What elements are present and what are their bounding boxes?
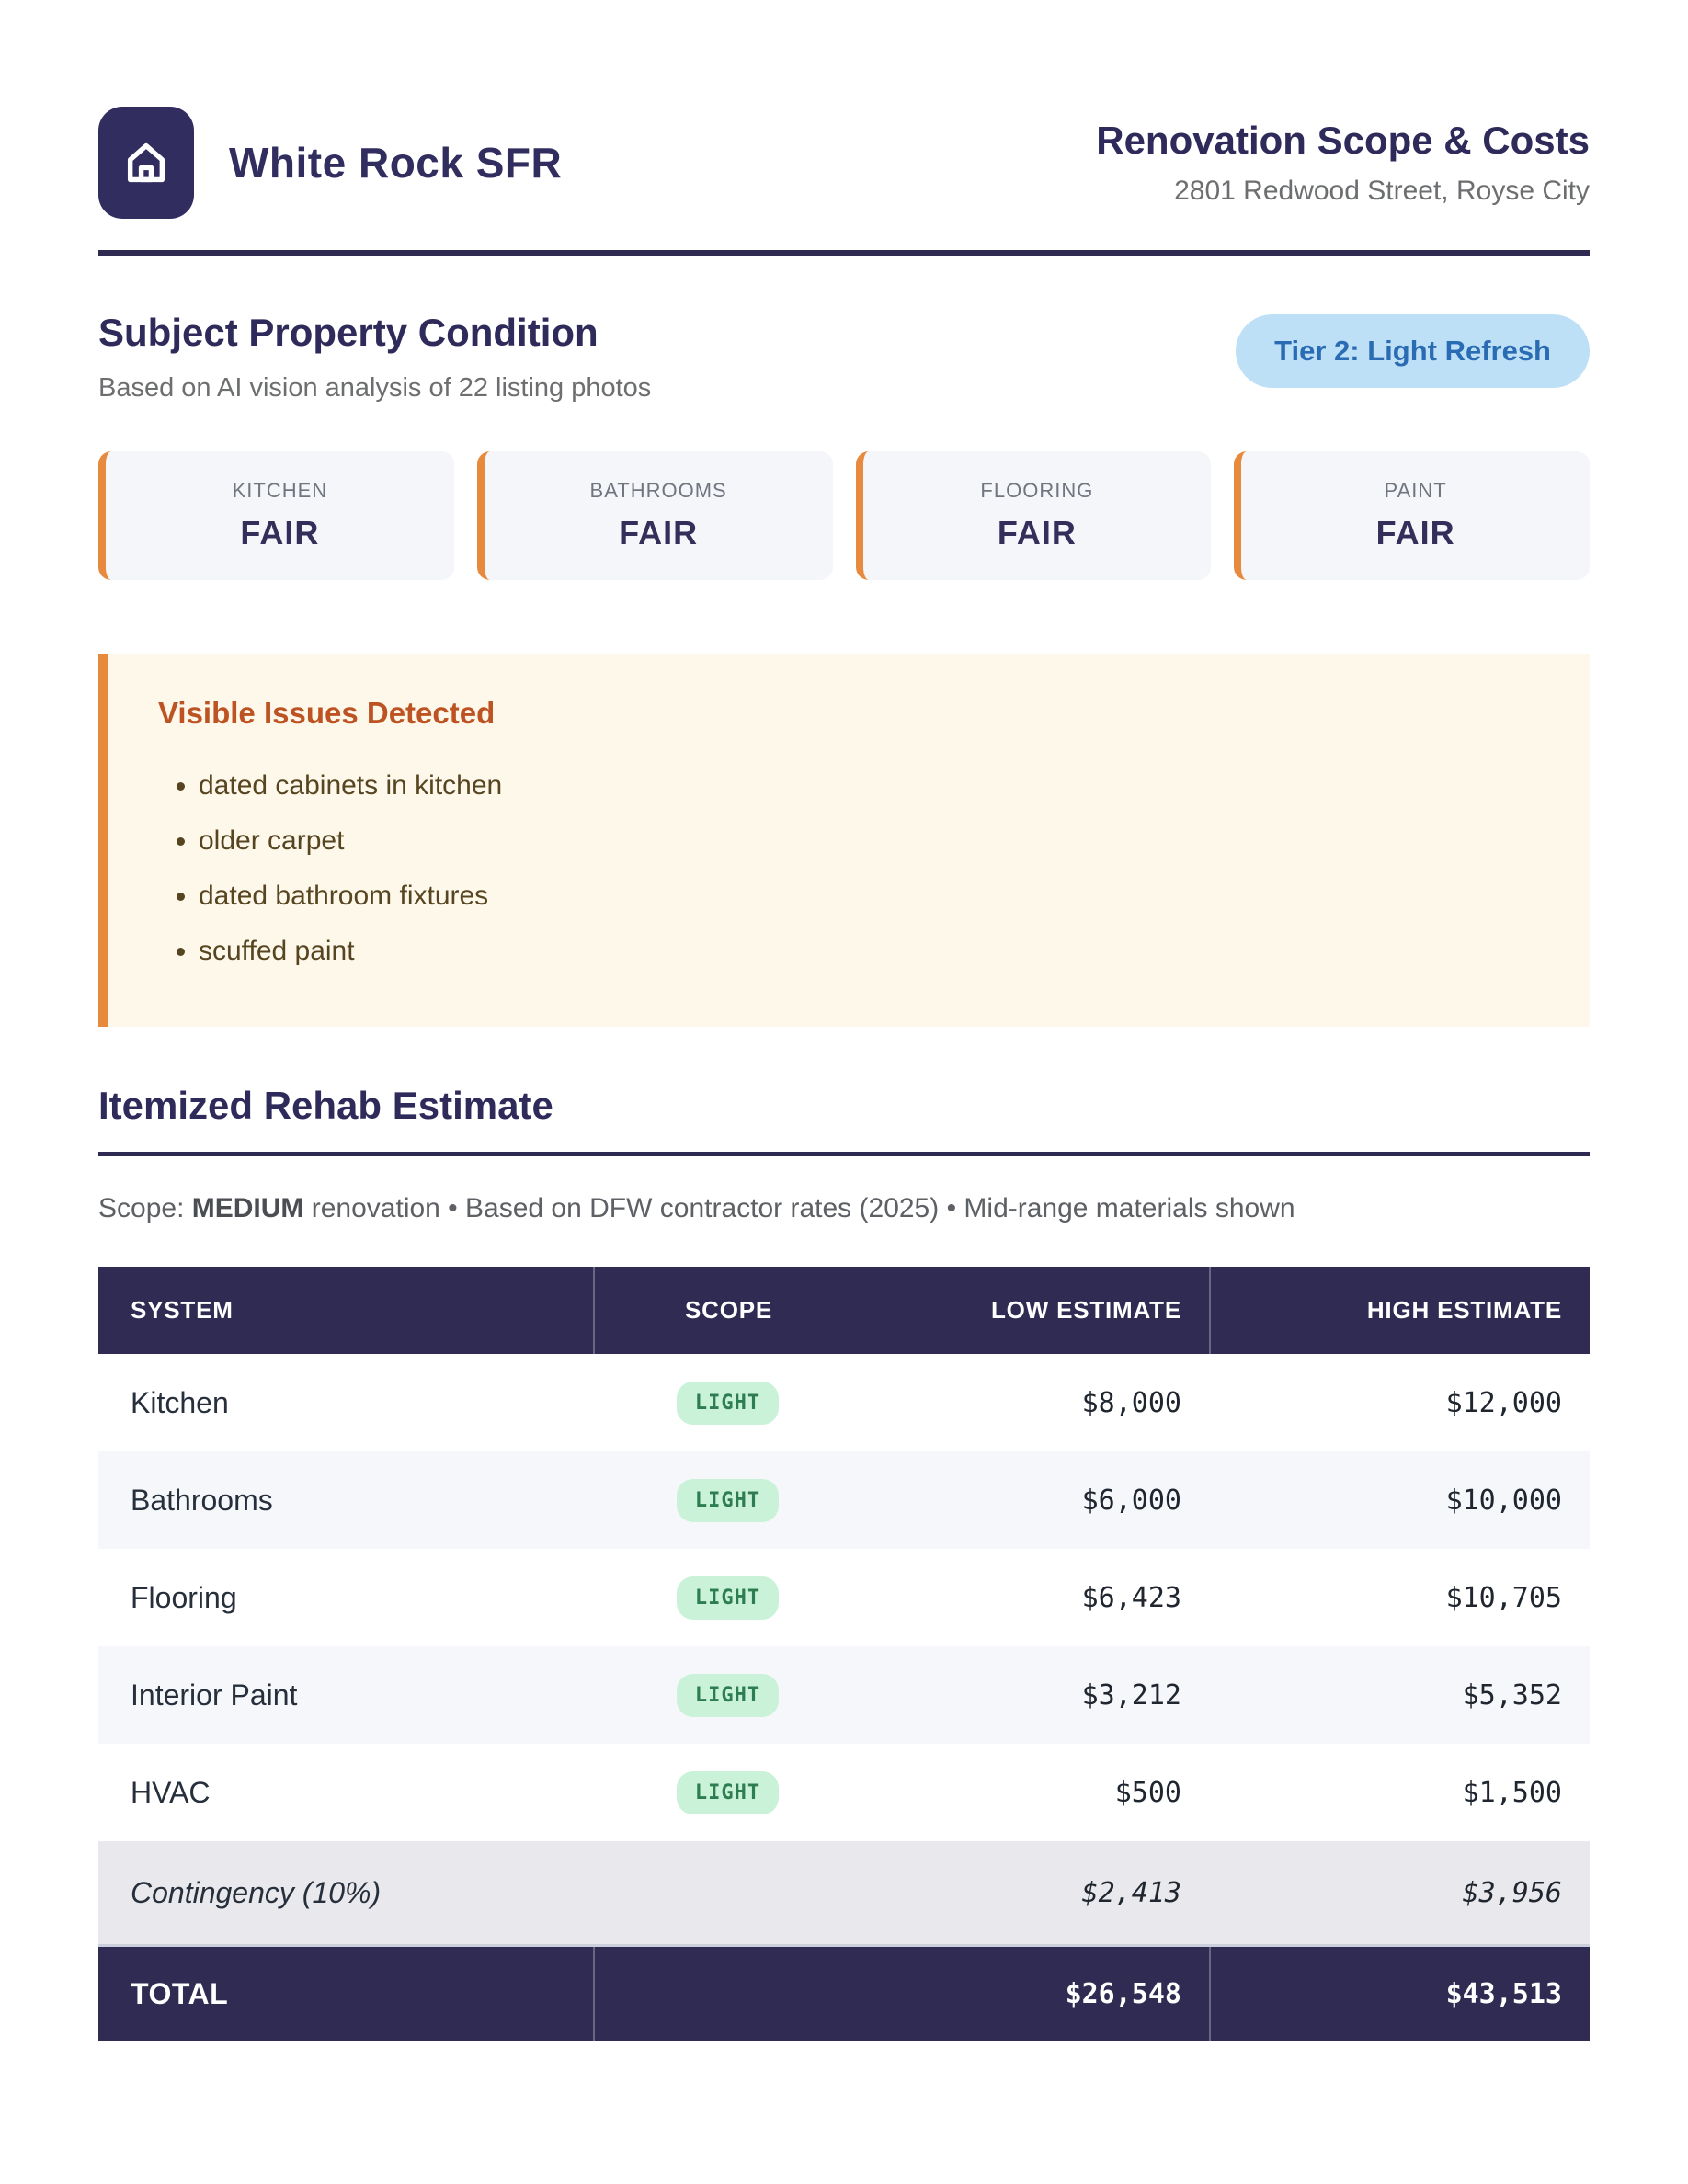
issues-heading: Visible Issues Detected — [158, 696, 496, 730]
condition-subheading: Based on AI vision analysis of 22 listing photos — [98, 373, 652, 403]
brand — [98, 107, 562, 219]
row-low: $6,000 — [1081, 1484, 1181, 1517]
table-row-interior-paint — [98, 1646, 1590, 1744]
table-header-row — [98, 1267, 1590, 1354]
row-system: Bathrooms — [131, 1483, 273, 1517]
card-label: KITCHEN — [232, 479, 328, 502]
scope-value: MEDIUM — [191, 1193, 304, 1223]
scope-badge: LIGHT — [677, 1576, 779, 1620]
header-scope: SCOPE — [593, 1267, 862, 1354]
scope-badge: LIGHT — [677, 1479, 779, 1522]
total-high: $43,513 — [1209, 1947, 1590, 2041]
brand-logo — [98, 107, 194, 219]
estimate-table — [98, 1267, 1590, 2041]
table-row-contingency — [98, 1841, 1590, 1944]
card-label: BATHROOMS — [589, 479, 727, 502]
condition-card-bathrooms — [477, 451, 833, 580]
total-low: $26,548 — [1065, 1977, 1181, 2010]
empty-scope-cell — [593, 1841, 862, 1944]
scope-badge: LIGHT — [677, 1674, 779, 1717]
tier-badge: Tier 2: Light Refresh — [1236, 314, 1590, 388]
scope-line — [98, 1193, 1590, 1224]
total-label: TOTAL — [131, 1976, 229, 2010]
issues-list — [158, 758, 1539, 979]
condition-headings — [98, 311, 651, 404]
row-system: Contingency (10%) — [131, 1875, 382, 1909]
document-title: Renovation Scope & Costs — [1096, 119, 1590, 162]
table-row-hvac — [98, 1744, 1590, 1841]
report-header — [98, 0, 1590, 219]
card-label: FLOORING — [980, 479, 1094, 502]
home-icon — [122, 137, 170, 188]
empty-scope-cell — [593, 1947, 862, 2041]
scope-suffix: renovation • Based on DFW contractor rates (2025) • Mid-range materials shown — [311, 1193, 1295, 1223]
table-row-flooring — [98, 1549, 1590, 1646]
card-value: FAIR — [619, 514, 699, 552]
estimate-heading: Itemized Rehab Estimate — [98, 1084, 553, 1127]
row-system: Flooring — [131, 1580, 237, 1614]
row-high: $10,705 — [1445, 1581, 1562, 1614]
header-low-estimate: LOW ESTIMATE — [991, 1296, 1181, 1324]
row-low: $8,000 — [1081, 1386, 1181, 1419]
row-low: $6,423 — [1081, 1581, 1181, 1614]
brand-name: White Rock SFR — [229, 139, 563, 187]
header-divider — [98, 250, 1590, 256]
table-row-bathrooms — [98, 1451, 1590, 1549]
table-row-total — [98, 1944, 1590, 2041]
row-high: $5,352 — [1462, 1678, 1562, 1712]
row-low: $500 — [1114, 1776, 1181, 1809]
header-system: SYSTEM — [131, 1296, 234, 1324]
estimate-divider — [98, 1152, 1590, 1156]
row-system: Interior Paint — [131, 1678, 298, 1712]
condition-card-flooring — [856, 451, 1212, 580]
document-meta — [1096, 119, 1590, 207]
card-value: FAIR — [1375, 514, 1455, 552]
scope-prefix: Scope: — [98, 1193, 185, 1223]
condition-heading: Subject Property Condition — [98, 311, 599, 354]
issue-item: • older carpet — [199, 813, 1539, 869]
condition-card-kitchen — [98, 451, 454, 580]
condition-card-paint — [1234, 451, 1590, 580]
row-high: $12,000 — [1445, 1386, 1562, 1419]
row-high: $3,956 — [1462, 1876, 1562, 1909]
row-low: $3,212 — [1081, 1678, 1181, 1712]
issue-item: • scuffed paint — [199, 924, 1539, 979]
scope-badge: LIGHT — [677, 1771, 779, 1814]
card-value: FAIR — [997, 514, 1077, 552]
condition-cards — [98, 451, 1590, 580]
row-high: $1,500 — [1462, 1776, 1562, 1809]
card-value: FAIR — [240, 514, 320, 552]
row-high: $10,000 — [1445, 1484, 1562, 1517]
scope-badge: LIGHT — [677, 1382, 779, 1425]
table-row-kitchen — [98, 1354, 1590, 1451]
row-system: HVAC — [131, 1775, 211, 1809]
property-address: 2801 Redwood Street, Royse City — [1174, 176, 1590, 206]
issues-box — [98, 654, 1590, 1027]
condition-section — [98, 311, 1590, 1027]
row-system: Kitchen — [131, 1385, 229, 1419]
card-label: PAINT — [1384, 479, 1447, 502]
issue-item: • dated cabinets in kitchen — [199, 758, 1539, 813]
row-low: $2,413 — [1081, 1876, 1181, 1909]
estimate-section — [98, 1084, 1590, 2041]
issue-item: • dated bathroom fixtures — [199, 869, 1539, 924]
header-high-estimate: HIGH ESTIMATE — [1209, 1267, 1590, 1354]
